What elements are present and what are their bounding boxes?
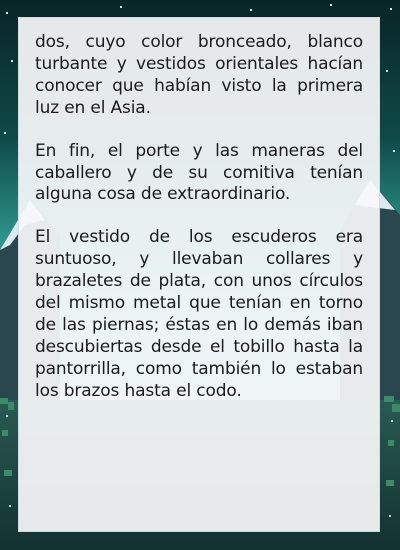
paragraph-3: El vestido de los escuderos era suntuoso, y llevaban collares y brazaletes de plata, con unos círculos del mismo metal que tenían en torno de las piernas; éstas en lo demás iban descubiertas desde el tobillo hasta la pantorrilla, como también lo estaban los brazos hasta el codo.	[35, 227, 363, 401]
paragraph-2: En fin, el porte y las maneras del caballero y de su comitiva tenían alguna cosa de extraordinario.	[35, 140, 363, 205]
reader-text-panel	[18, 17, 380, 532]
paragraph-1: dos, cuyo color bronceado, blanco turbante y vestidos orientales hacían conocer que habían visto la primera luz en el Asia.	[35, 32, 363, 118]
